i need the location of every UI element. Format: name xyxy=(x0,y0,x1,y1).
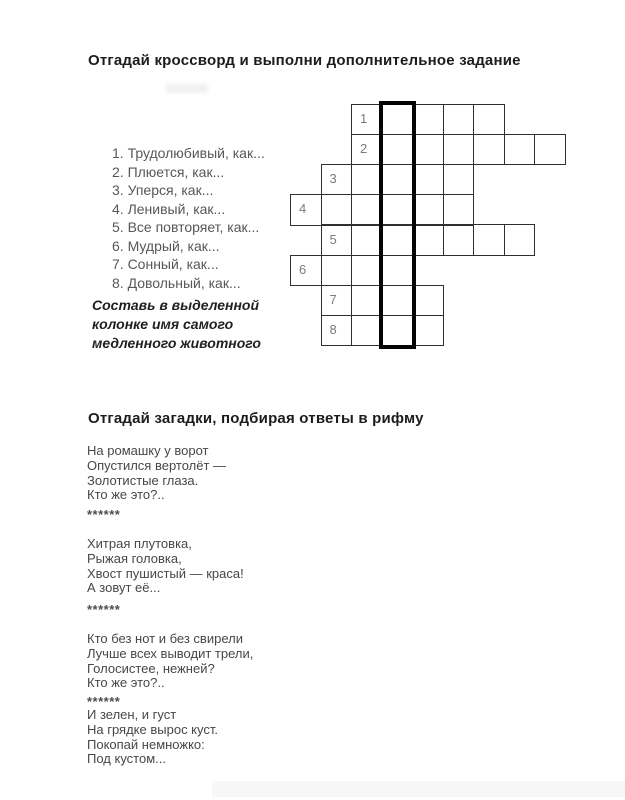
riddle-line: Голосистее, нежней? xyxy=(87,660,215,676)
crossword-cell xyxy=(412,285,444,317)
scan-artifact xyxy=(166,84,208,93)
crossword-cell xyxy=(321,255,353,287)
crossword-row-number: 7 xyxy=(329,291,337,307)
riddle-line: Опустился вертолёт — xyxy=(87,457,227,473)
crossword-cell xyxy=(290,255,322,287)
crossword-section-title: Отгадай кроссворд и выполни дополнительное задание xyxy=(88,52,521,69)
clue-item: 7. Сонный, как... xyxy=(112,256,219,272)
crossword-row-number: 3 xyxy=(329,171,337,187)
crossword-cell xyxy=(321,315,353,347)
riddle-separator: ****** xyxy=(87,507,121,522)
crossword-cell xyxy=(412,224,444,256)
riddles-section-title: Отгадай загадки, подбирая ответы в рифму xyxy=(88,410,424,427)
riddle-line: Под кустом... xyxy=(87,751,166,767)
note-line: Составь в выделенной xyxy=(92,297,260,313)
riddle-line: Хитрая плутовка, xyxy=(87,536,192,551)
crossword-cell xyxy=(443,164,475,196)
clue-item: 8. Довольный, как... xyxy=(112,274,241,291)
scan-artifact-band xyxy=(212,781,625,797)
crossword-cell xyxy=(443,194,475,226)
crossword-row-number: 5 xyxy=(329,231,337,247)
crossword-cell xyxy=(504,134,536,166)
note-line: колонке имя самого xyxy=(92,316,234,332)
crossword-cell xyxy=(290,194,322,226)
clue-item: 1. Трудолюбивый, как... xyxy=(112,145,265,161)
crossword-cell xyxy=(321,194,353,226)
clue-item: 2. Плюется, как... xyxy=(112,163,225,180)
riddle-line: Кто без нот и без свирели xyxy=(87,631,243,646)
crossword-cell xyxy=(321,224,353,256)
riddle-separator: ****** xyxy=(87,602,121,617)
crossword-cell xyxy=(412,315,444,347)
crossword-cell xyxy=(473,104,505,136)
riddle-line: Кто же это?.. xyxy=(87,675,165,691)
riddle-line: На ромашку у ворот xyxy=(87,443,209,458)
crossword-cell xyxy=(412,194,444,226)
crossword-cell xyxy=(412,104,444,136)
crossword-highlight-column xyxy=(379,101,417,350)
crossword-row-number: 8 xyxy=(329,322,337,338)
riddle-line: И зелен, и густ xyxy=(87,707,177,722)
crossword-clues-list xyxy=(112,144,265,292)
riddle-line: Кто же это?.. xyxy=(87,487,165,503)
crossword-row-number: 2 xyxy=(360,140,368,156)
crossword-row-number: 6 xyxy=(299,261,307,277)
crossword-cell xyxy=(321,285,353,317)
crossword-cell xyxy=(412,134,444,166)
riddle-block xyxy=(87,444,226,503)
note-line: медленного животного xyxy=(92,335,261,351)
crossword-cell xyxy=(412,164,444,196)
clue-item: 6. Мудрый, как... xyxy=(112,237,220,254)
crossword-note xyxy=(92,296,261,353)
crossword-cell xyxy=(534,134,566,166)
riddle-line: Хвост пушистый — краса! xyxy=(87,565,244,581)
crossword-cell xyxy=(321,164,353,196)
crossword-cell xyxy=(473,224,505,256)
crossword-cell xyxy=(443,104,475,136)
crossword-cell xyxy=(504,224,536,256)
riddle-line: Рыжая головка, xyxy=(87,550,182,566)
clue-item: 5. Все повторяет, как... xyxy=(112,219,260,235)
crossword-cell xyxy=(443,224,475,256)
riddle-block xyxy=(87,537,244,596)
riddle-line: Лучше всех выводит трели, xyxy=(87,645,254,661)
crossword-cell xyxy=(443,134,475,166)
riddle-line: На грядке вырос куст. xyxy=(87,721,218,737)
riddle-line: А зовут её... xyxy=(87,580,161,596)
crossword-cell xyxy=(473,134,505,166)
riddle-block xyxy=(87,632,253,691)
riddle-block xyxy=(87,708,218,767)
clue-item: 4. Ленивый, как... xyxy=(112,200,226,217)
clue-item: 3. Уперся, как... xyxy=(112,182,214,198)
riddle-line: Покопай немножко: xyxy=(87,736,205,752)
crossword-row-number: 1 xyxy=(360,110,368,126)
crossword-row-number: 4 xyxy=(299,201,307,217)
riddle-line: Золотистые глаза. xyxy=(87,472,199,488)
riddle-separator: ****** xyxy=(87,694,121,709)
